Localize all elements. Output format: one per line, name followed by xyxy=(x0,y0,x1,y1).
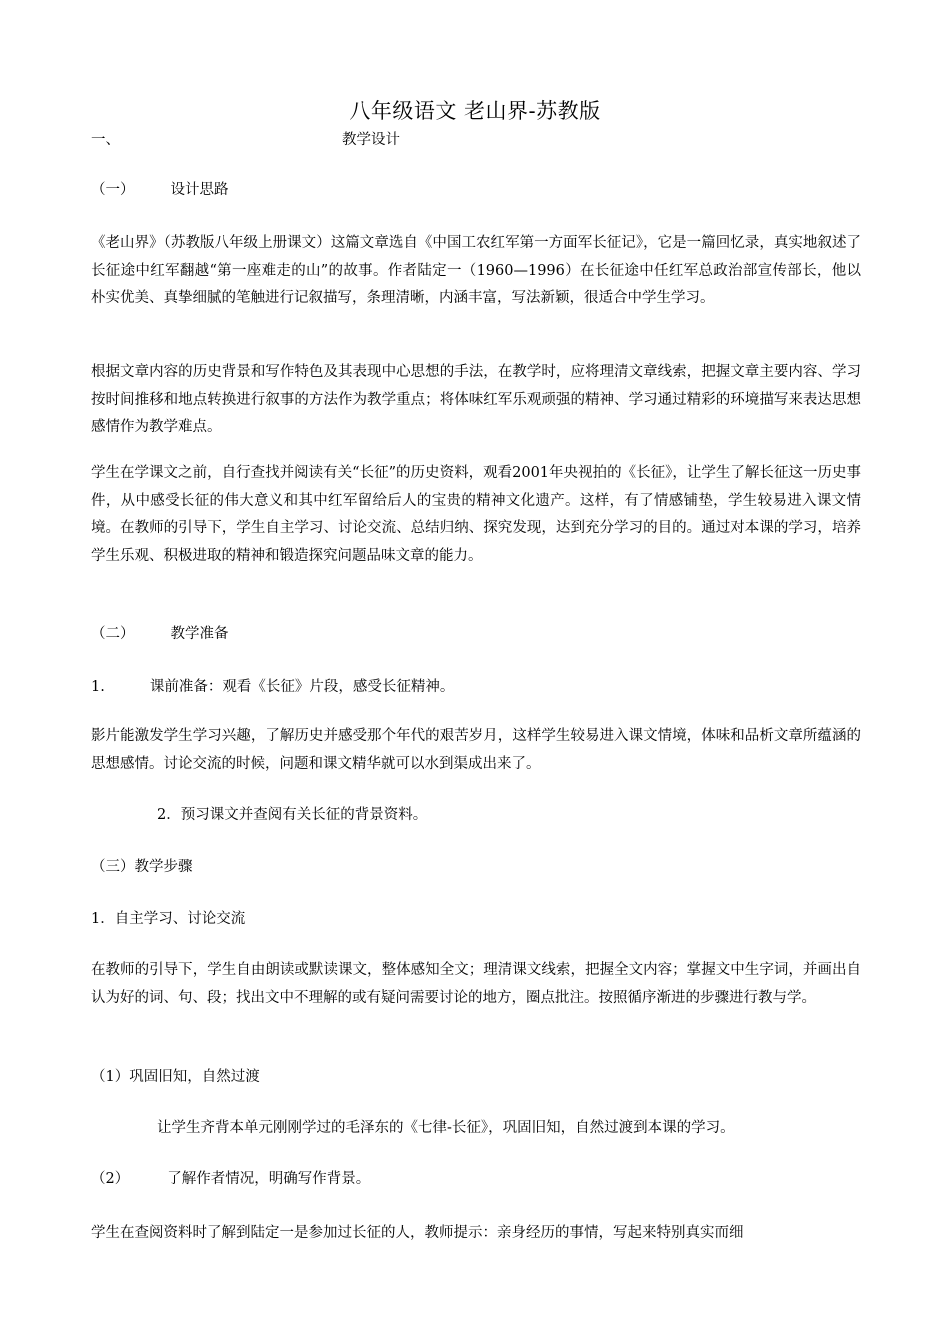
prep-item-2: 2．预习课文并查阅有关长征的背景资料。 xyxy=(157,807,428,823)
sub-step-2-heading: 了解作者情况，明确写作背景。 xyxy=(167,1171,371,1187)
step-1-paragraph: 在教师的引导下，学生自由朗读或默读课文，整体感知全文；理清课文线索，把握全文内容；掌握文中生字词，并画出自认为好的词、句、段；找出文中不理解的或有疑问需要讨论的地方，圈点批注。按照循序渐进的步骤进行教与学。 xyxy=(91,962,861,1006)
section-one-heading: 教学设计 xyxy=(342,132,400,148)
part-three-heading: （三）教学步骤 xyxy=(91,859,193,875)
sub-step-2-paragraph: 学生在查阅资料时了解到陆定一是参加过长征的人，教师提示：亲身经历的事情，写起来特别真实而细 xyxy=(91,1225,744,1241)
part-two-heading: 教学准备 xyxy=(170,626,229,642)
sub-step-2-number: （2） xyxy=(91,1171,130,1187)
part-one-heading: 设计思路 xyxy=(170,182,229,198)
sub-step-1-heading: （1）巩固旧知，自然过渡 xyxy=(91,1069,260,1085)
design-paragraph-3: 学生在学课文之前，自行查找并阅读有关“长征”的历史资料，观看2001年央视拍的《长征》，让学生了解长征这一历史事件，从中感受长征的伟大意义和其中红军留给后人的宝贵的精神文化遗产。这样，有了情感铺垫，学生较易进入课文情境。在教师的引导下，学生自主学习、讨论交流、总结归纳、探究发现，达到充分学习的目的。通过对本课的学习，培养学生乐观、积极进取的精神和锻造探究问题品味文章的能力。 xyxy=(91,465,861,564)
design-paragraph-1: 《老山界》（苏教版八年级上册课文）这篇文章选自《中国工农红军第一方面军长征记》，它是一篇回忆录，真实地叙述了长征途中红军翻越“第一座难走的山”的故事。作者陆定一（1960—1996）在长征途中任红军总政治部宣传部长，他以朴实优美、真挚细腻的笔触进行记叙描写，条理清晰，内涵丰富，写法新颖，很适合中学生学习。 xyxy=(91,235,861,306)
section-one-number: 一、 xyxy=(91,132,120,148)
part-two-number: （二） xyxy=(91,626,135,642)
sub-step-2-header xyxy=(91,1169,370,1189)
design-paragraph-2: 根据文章内容的历史背景和写作特色及其表现中心思想的手法，在教学时，应将理清文章线索，把握文章主要内容、学习按时间推移和地点转换进行叙事的方法作为教学重点；将体味红军乐观顽强的精神、学习通过精彩的环境描写来表达思想感情作为教学难点。 xyxy=(91,364,861,435)
prep-item-1 xyxy=(91,677,454,697)
part-two-header xyxy=(91,624,229,644)
document-title: 八年级语文 老山界-苏教版 xyxy=(349,99,601,123)
step-1-heading: 1．自主学习、讨论交流 xyxy=(91,911,246,927)
part-one-number: （一） xyxy=(91,182,135,198)
sub-step-1-text: 让学生齐背本单元刚刚学过的毛泽东的《七律-长征》，巩固旧知，自然过渡到本课的学习。 xyxy=(157,1120,735,1136)
prep-item-1-text: 课前准备：观看《长征》片段，感受长征精神。 xyxy=(149,679,455,695)
prep-item-1-paragraph: 影片能激发学生学习兴趣，了解历史并感受那个年代的艰苦岁月，这样学生较易进入课文情境，体味和品析文章所蕴涵的思想感情。讨论交流的时候，问题和课文精华就可以水到渠成出来了。 xyxy=(91,728,861,772)
part-one-header xyxy=(91,180,229,200)
prep-item-1-number: 1. xyxy=(91,679,105,695)
